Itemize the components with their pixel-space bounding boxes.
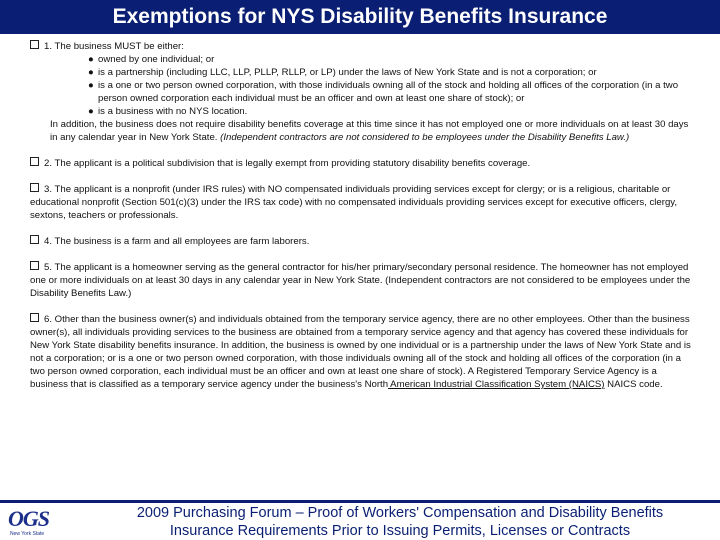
item-1-lead: 1. The business MUST be either:	[44, 41, 184, 52]
bullet-item: ● is a partnership (including LLC, LLP, PLLP, RLLP, or LP) under the laws of New York State and is not a corporation; or	[88, 67, 597, 78]
footer-caption: 2009 Purchasing Forum – Proof of Workers' Compensation and Disability Benefits Insurance Requirements Prior to Issuing Permits, Licenses or Contracts	[136, 505, 664, 539]
footer-divider	[0, 500, 720, 503]
checkbox-icon	[30, 40, 39, 49]
footer	[0, 500, 720, 540]
bullet-icon: ●	[88, 67, 94, 78]
ogs-logo: OGS New York State	[8, 506, 50, 537]
slide-title: Exemptions for NYS Disability Benefits Insurance	[0, 0, 720, 34]
checkbox-icon	[30, 183, 39, 192]
bullet-icon: ●	[88, 54, 94, 65]
checkbox-icon	[30, 261, 39, 270]
bullet-icon: ●	[88, 106, 94, 117]
exemption-item-5: 5. The applicant is a homeowner serving as the general contractor for his/her primary/secondary personal residence. The homeowner has not employed one or more individuals on at least 30 days in any calendar year in New York State. (Independent contractors are not considered to be employees under the Disability Benefits Law.)	[30, 262, 691, 299]
checkbox-icon	[30, 157, 39, 166]
item-1-addition: In addition, the business does not require disability benefits coverage at this time since it has not employed one or more individuals on at least 30 days in any calendar year in New York State. (Independent contractors are not considered to be employees under the Disability Benefits Law.)	[50, 119, 689, 143]
checkbox-icon	[30, 313, 39, 322]
item-1-note: (Independent contractors are not considered to be employees under the Disability Benefits Law.)	[220, 132, 630, 143]
bullet-item: ● is a business with no NYS location.	[88, 106, 248, 117]
exemption-item-3: 3. The applicant is a nonprofit (under IRS rules) with NO compensated individuals providing services except for clergy; or is a religious, charitable or educational nonprofit (Section 501(c)(3) under the IRS tax code) with no compensated individuals providing services except for executive officers, clergy, sextons, teachers or professionals.	[30, 184, 678, 221]
naics-term: American Industrial Classification System (NAICS)	[388, 379, 605, 390]
item-1-bullets	[30, 53, 692, 118]
bullet-item: ● owned by one individual; or	[88, 54, 215, 65]
checkbox-icon	[30, 235, 39, 244]
exemption-item-6: 6. Other than the business owner(s) and individuals obtained from the temporary service agency, there are no other employees. Other than the business owner(s), all individuals providing services to the business are obtained from a temporary service agency and that agency has covered these individuals for New York State disability benefits insurance. In addition, the business is owned by one individual or is a partnership under the laws of New York State and is not a corporation; or is a one or two person owned corporation, with those individuals owning all of the stock and holding all offices of the corporation (in a two person owned corporation, each individual must be an officer and own at least one share of stock). A Registered Temporary Service Agency is a business that is classified as a temporary service agency under the business's North American Industrial Classification System (NAICS) NAICS code.	[30, 314, 691, 390]
exemption-item-2: 2. The applicant is a political subdivision that is legally exempt from providing statutory disability benefits coverage.	[30, 157, 692, 170]
bullet-icon: ●	[88, 80, 94, 91]
exemption-item-1	[30, 40, 692, 144]
exemption-item-4: 4. The business is a farm and all employees are farm laborers.	[30, 235, 692, 248]
exemption-list	[30, 40, 692, 391]
bullet-item: ● is a one or two person owned corporation, with those individuals owning all of the stock and holding all offices of the corporation (in a two person owned corporation each individual must be an officer and own at least one share of stock); or	[88, 80, 679, 104]
